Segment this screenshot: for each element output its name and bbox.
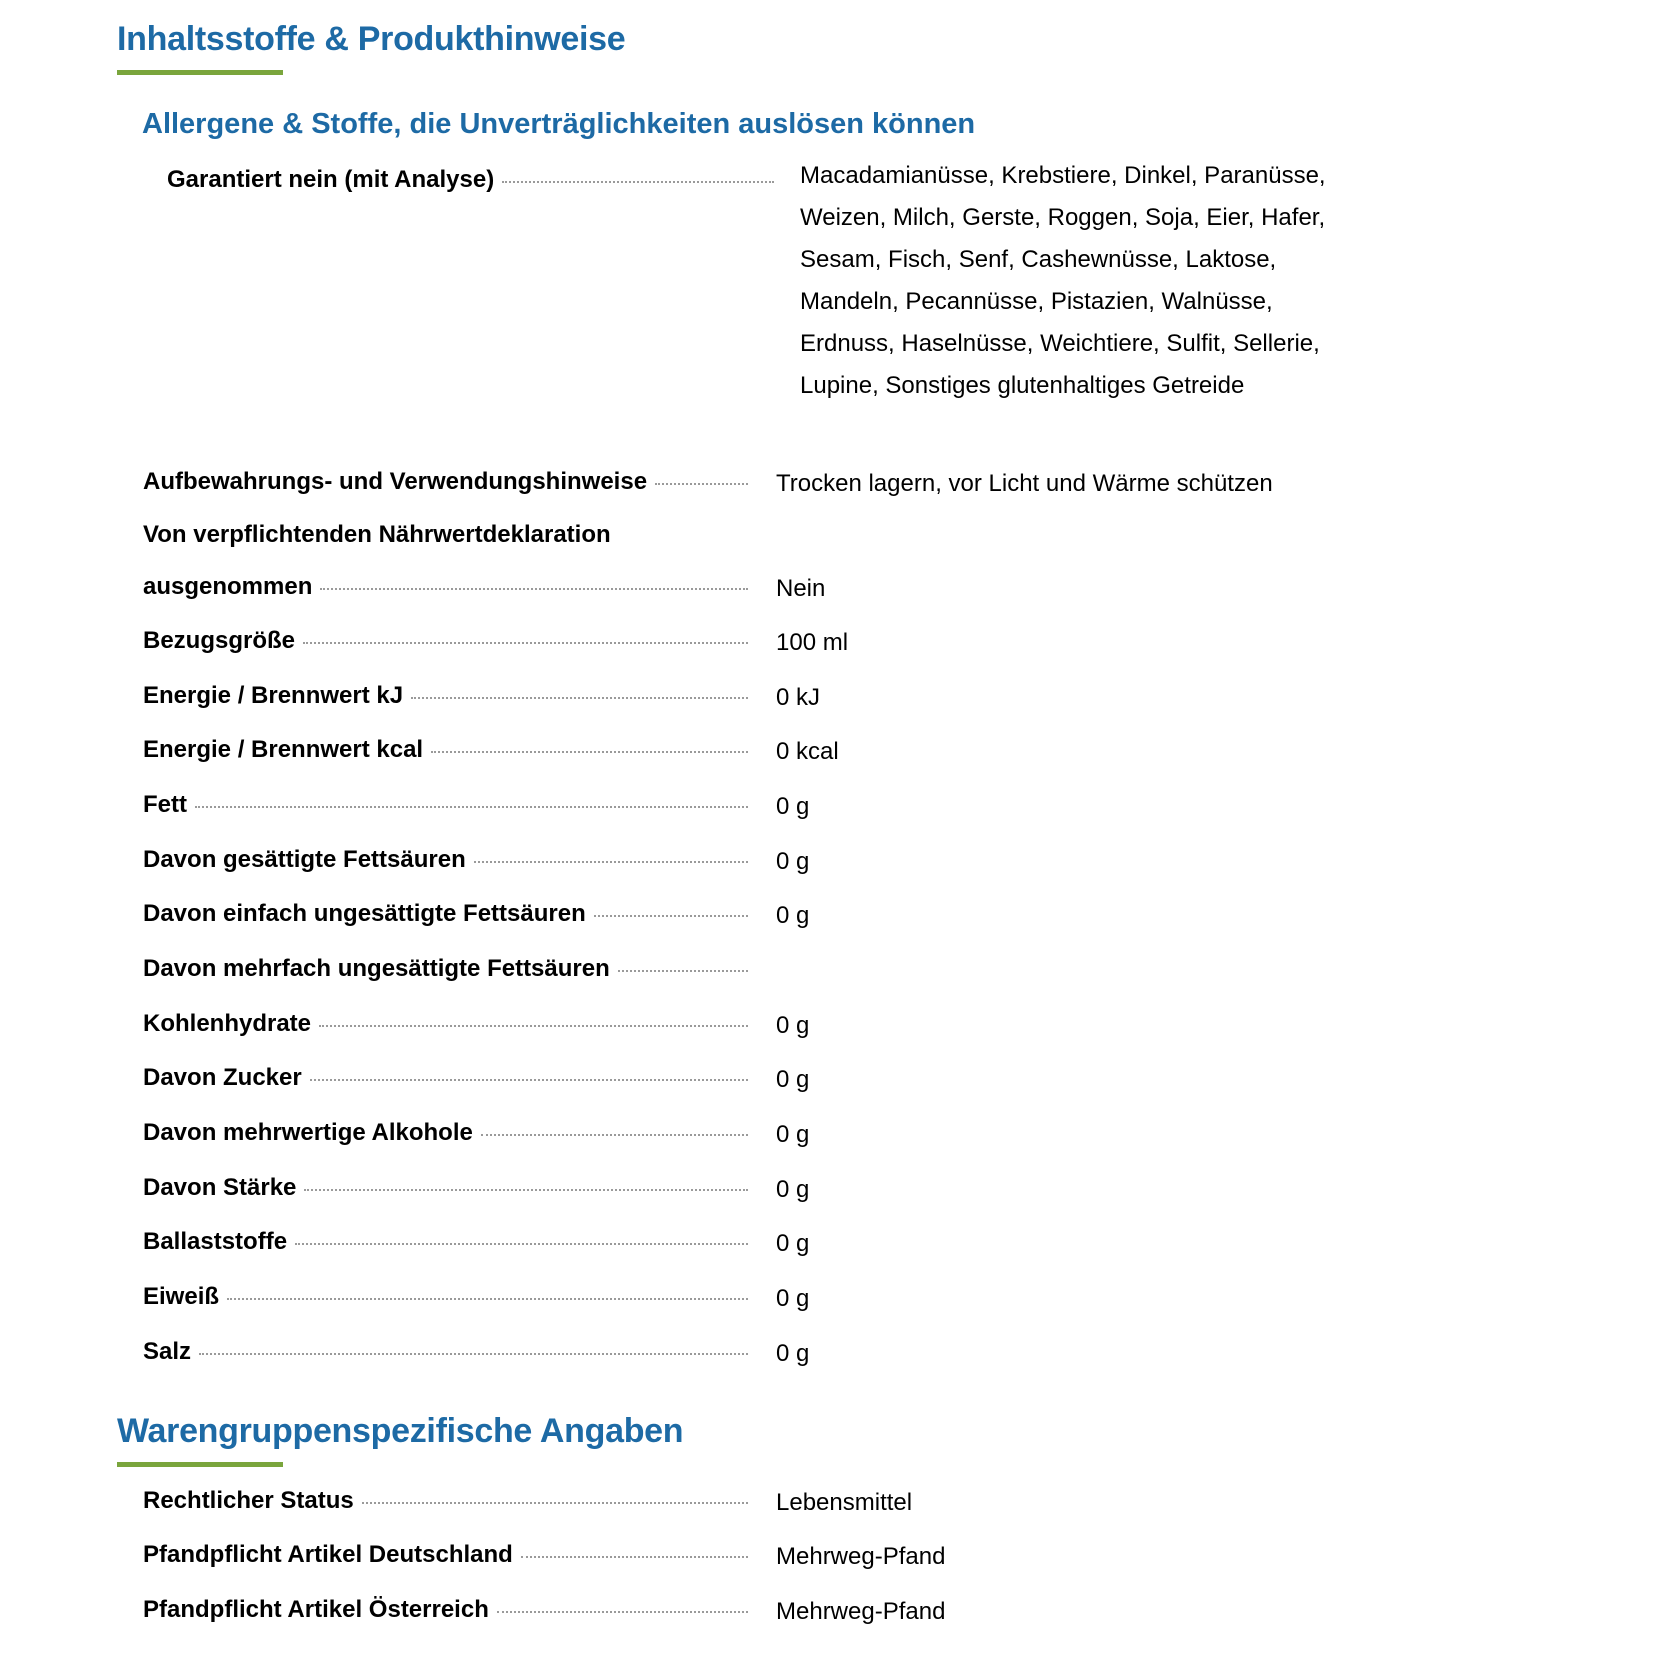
leader-dots	[295, 1243, 748, 1245]
nutrition-label: Salz	[143, 1338, 192, 1365]
product-group-row	[143, 1541, 748, 1569]
product-group-row	[143, 1596, 748, 1624]
nutrition-row	[143, 1010, 748, 1038]
nutrition-row	[143, 791, 748, 819]
nutrition-row	[143, 1283, 748, 1311]
allergens-value: Macadamianüsse, Krebstiere, Dinkel, Paranüsse, Weizen, Milch, Gerste, Roggen, Soja, Eier, Hafer, Sesam, Fisch, Senf, Cashewnüsse, Laktose, Mandeln, Pecannüsse, Pistazien, Walnüsse, Erdnuss, Haselnüsse, Weichtiere, Sulfit, Sellerie, Lupine, Sonstiges glutenhaltiges Getreide	[800, 162, 1326, 399]
leader-dots	[411, 697, 748, 699]
exempt-label: ausgenommen	[143, 573, 313, 600]
nutrition-label: Energie / Brennwert kcal	[143, 736, 424, 763]
nutrition-row	[143, 1228, 748, 1256]
leader-dots	[618, 970, 748, 972]
allergens-subtitle: Allergene & Stoffe, die Unverträglichkeiten auslösen können	[142, 108, 976, 140]
nutrition-label: Davon einfach ungesättigte Fettsäuren	[143, 900, 586, 927]
leader-dots	[320, 588, 748, 590]
nutrition-value: 0 kcal	[776, 738, 839, 765]
nutrition-row	[143, 1064, 748, 1092]
product-group-value: Lebensmittel	[776, 1489, 913, 1516]
section-title-ingredients: Inhaltsstoffe & Produkthinweise	[117, 20, 626, 58]
allergens-label-row	[167, 166, 774, 194]
leader-dots	[319, 1025, 748, 1027]
section-title-product-group: Warengruppenspezifische Angaben	[117, 1412, 684, 1450]
nutrition-value: 100 ml	[776, 629, 849, 656]
section-underline	[117, 70, 283, 75]
nutrition-label: Kohlenhydrate	[143, 1010, 312, 1037]
leader-dots	[474, 861, 748, 863]
nutrition-label: Bezugsgröße	[143, 627, 296, 654]
leader-dots	[502, 181, 774, 183]
leader-dots	[310, 1079, 748, 1081]
product-group-label: Rechtlicher Status	[143, 1487, 354, 1514]
nutrition-value: 0 g	[776, 1066, 810, 1093]
allergens-label: Garantiert nein (mit Analyse)	[167, 166, 495, 193]
nutrition-row	[143, 955, 748, 983]
nutrition-value: 0 g	[776, 1230, 810, 1257]
nutrition-label: Ballaststoffe	[143, 1228, 288, 1255]
leader-dots	[362, 1502, 748, 1504]
nutrition-value: 0 g	[776, 1012, 810, 1039]
exempt-label-line1	[143, 521, 611, 549]
nutrition-label: Davon mehrfach ungesättigte Fettsäuren	[143, 955, 610, 982]
exempt-value: Nein	[776, 575, 826, 602]
nutrition-row	[143, 1338, 748, 1366]
nutrition-value: 0 g	[776, 1176, 810, 1203]
nutrition-value: 0 g	[776, 902, 810, 929]
leader-dots	[521, 1556, 748, 1558]
nutrition-label: Davon Stärke	[143, 1174, 297, 1201]
nutrition-row	[143, 1174, 748, 1202]
nutrition-row	[143, 736, 748, 764]
leader-dots	[303, 642, 748, 644]
nutrition-value: 0 g	[776, 1285, 810, 1312]
nutrition-label: Davon mehrwertige Alkohole	[143, 1119, 473, 1146]
nutrition-row	[143, 682, 748, 710]
nutrition-value: 0 kJ	[776, 684, 821, 711]
product-group-value: Mehrweg-Pfand	[776, 1543, 946, 1570]
leader-dots	[594, 915, 748, 917]
nutrition-row	[143, 846, 748, 874]
leader-dots	[304, 1189, 748, 1191]
leader-dots	[497, 1611, 748, 1613]
nutrition-label: Fett	[143, 791, 187, 818]
nutrition-label: Davon gesättigte Fettsäuren	[143, 846, 466, 873]
nutrition-row	[143, 1119, 748, 1147]
nutrition-value: 0 g	[776, 1340, 810, 1367]
nutrition-label: Energie / Brennwert kJ	[143, 682, 404, 709]
product-group-label: Pfandpflicht Artikel Österreich	[143, 1596, 489, 1623]
nutrition-label: Eiweiß	[143, 1283, 220, 1310]
nutrition-label: Davon Zucker	[143, 1064, 302, 1091]
leader-dots	[227, 1298, 748, 1300]
product-group-row	[143, 1487, 748, 1515]
product-group-label: Pfandpflicht Artikel Deutschland	[143, 1541, 513, 1568]
product-group-value: Mehrweg-Pfand	[776, 1598, 946, 1625]
nutrition-value: 0 g	[776, 793, 810, 820]
leader-dots	[431, 751, 748, 753]
nutrition-row	[143, 627, 748, 655]
exempt-label-text: Von verpflichtenden Nährwertdeklaration	[143, 521, 611, 548]
nutrition-value: 0 g	[776, 848, 810, 875]
nutrition-row	[143, 900, 748, 928]
leader-dots	[481, 1134, 748, 1136]
nutrition-value: 0 g	[776, 1121, 810, 1148]
exempt-label-row	[143, 573, 748, 601]
storage-label: Aufbewahrungs- und Verwendungshinweise	[143, 468, 648, 495]
storage-value: Trocken lagern, vor Licht und Wärme schützen	[776, 470, 1273, 497]
storage-label-row	[143, 468, 748, 496]
leader-dots	[195, 806, 748, 808]
leader-dots	[655, 483, 748, 485]
leader-dots	[199, 1353, 748, 1355]
section-underline	[117, 1462, 283, 1467]
